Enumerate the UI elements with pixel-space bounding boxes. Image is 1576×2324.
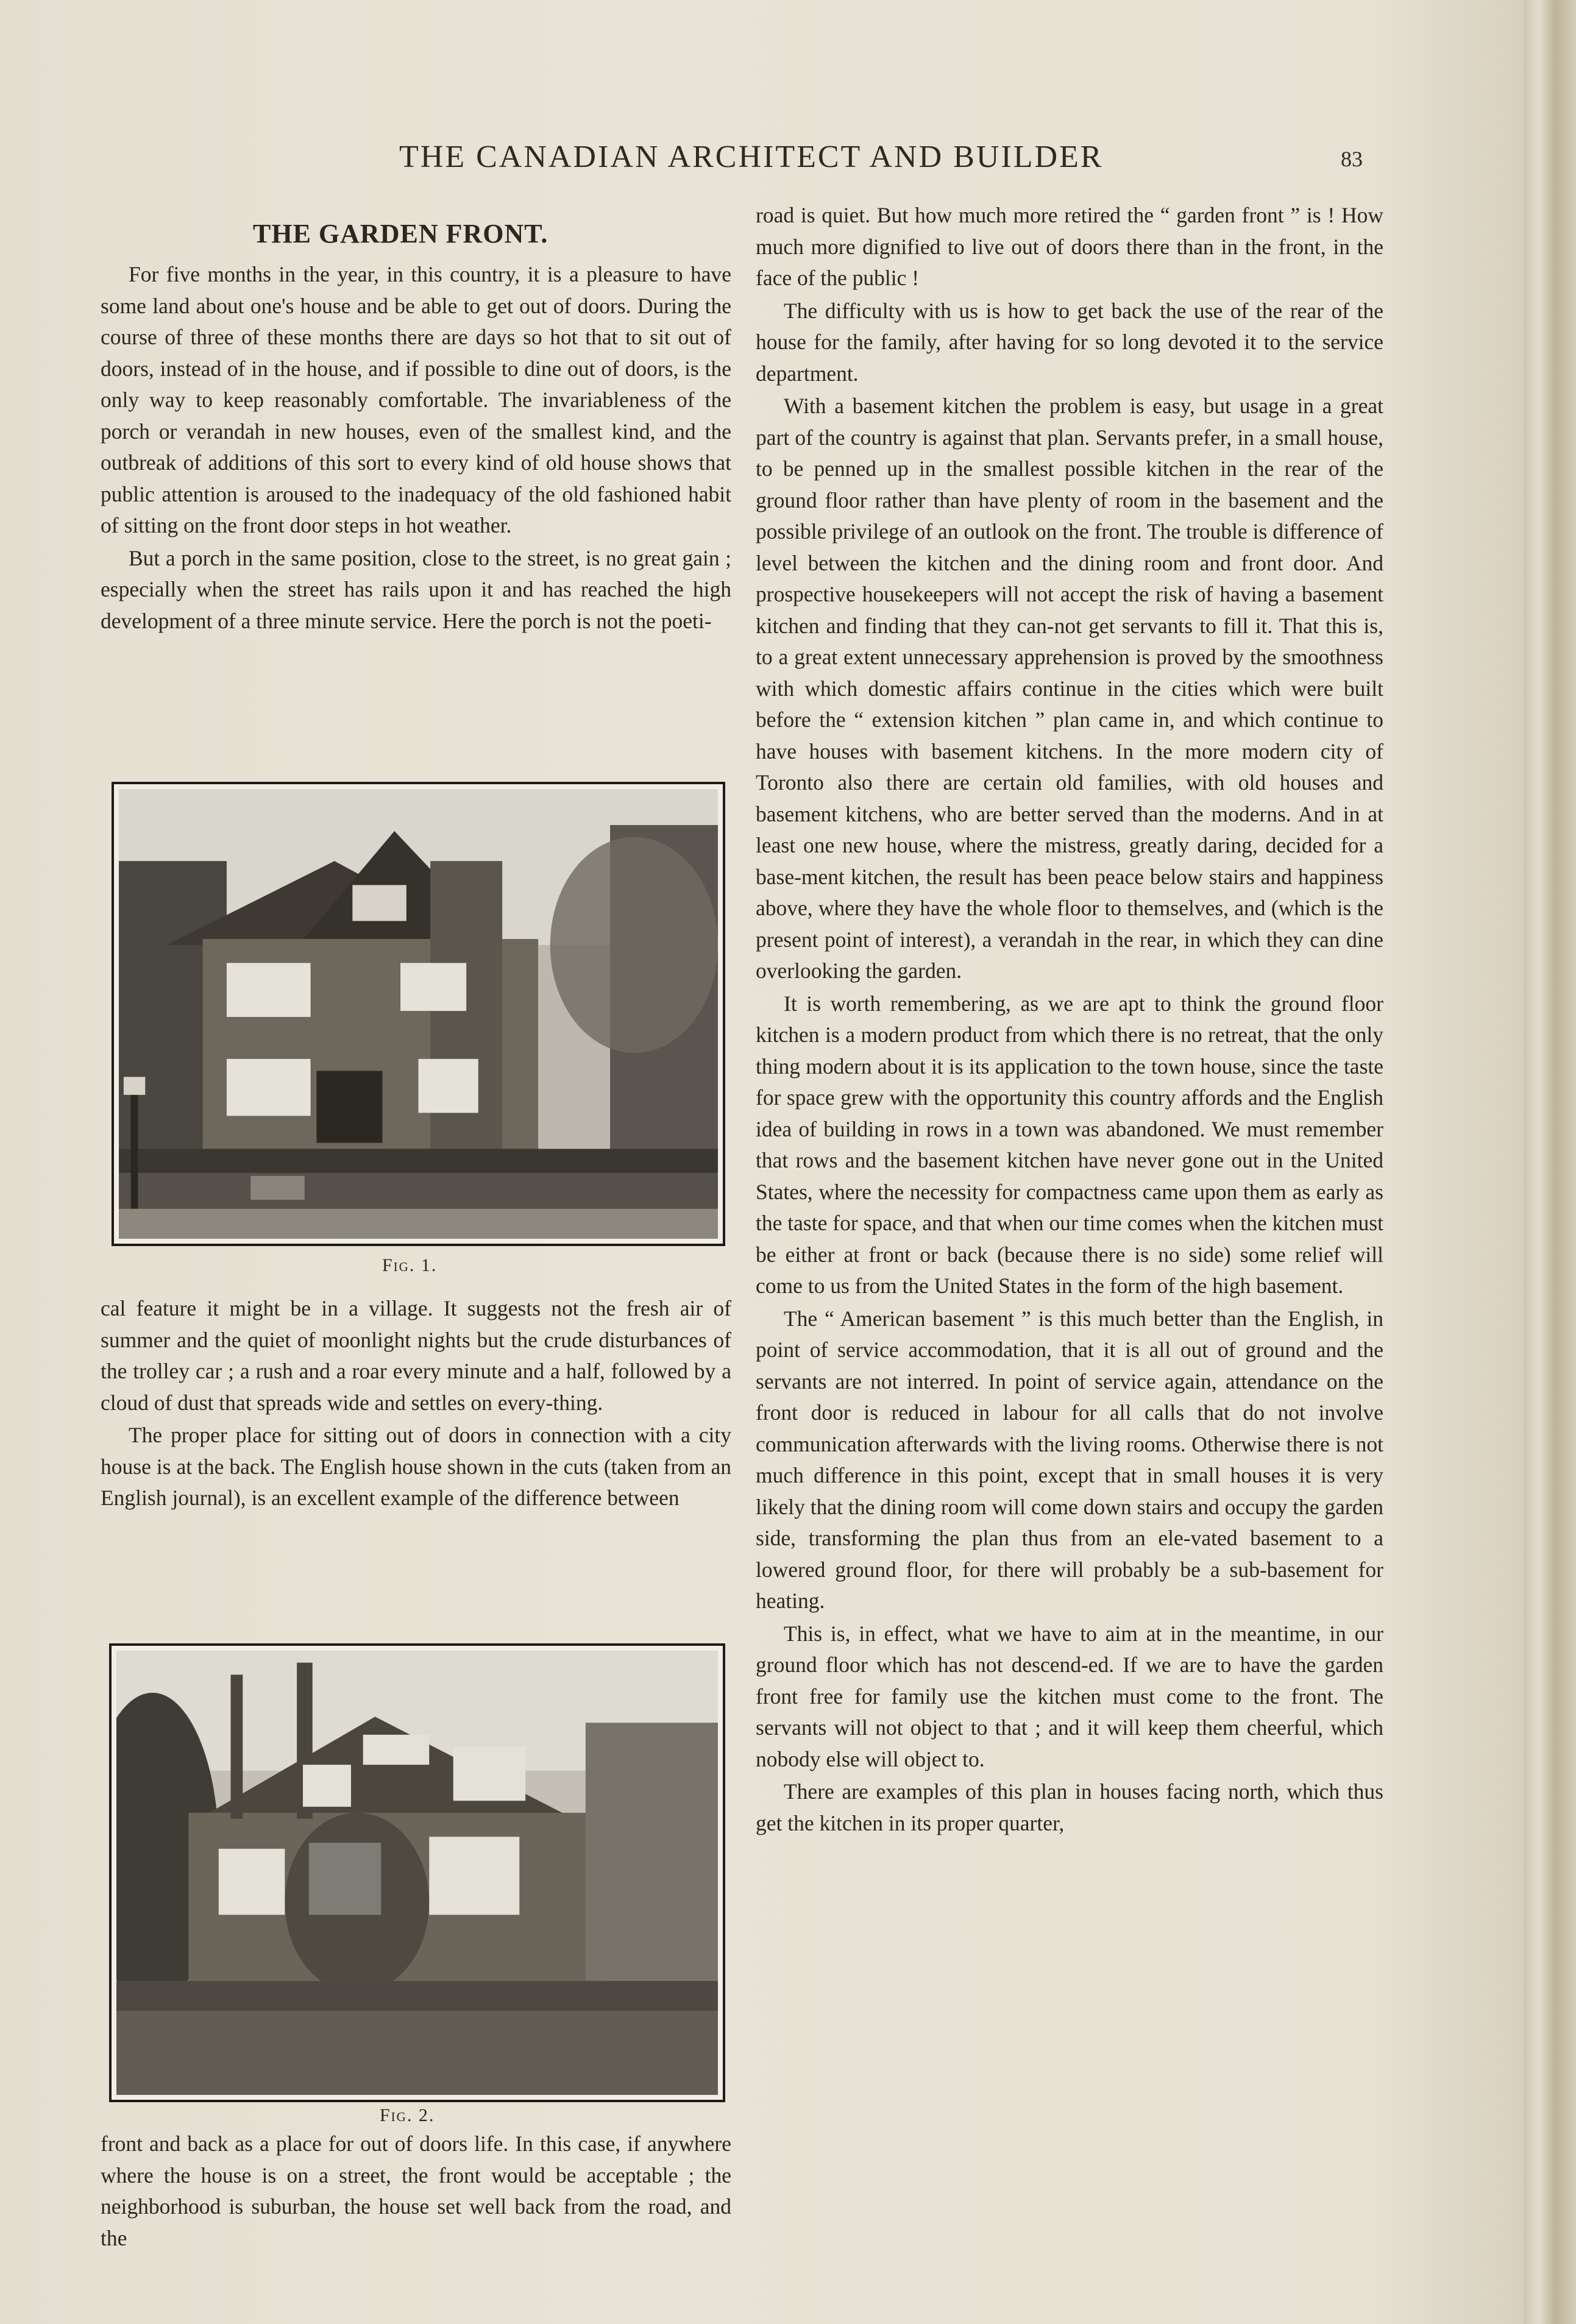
house-garden-photo	[116, 1651, 718, 2095]
paragraph: There are examples of this plan in houses facing north, which thus get the kitchen in its proper quarter,	[756, 1779, 1383, 1835]
left-column-middle	[101, 1293, 731, 1514]
article-title: THE GARDEN FRONT.	[253, 219, 548, 249]
running-title: THE CANADIAN ARCHITECT AND BUILDER	[399, 140, 1104, 174]
paragraph: cal feature it might be in a village. It suggests not the fresh air of summer and the quiet of moonlight nights but the crude disturbances of the trolley car ; a rush and a roar every minute and a half, followed by a cloud of dust that spreads wide and settles on every-thing.	[101, 1296, 731, 1415]
left-column-bottom	[101, 2128, 731, 2254]
figure-2-caption: Fig. 2.	[380, 2105, 435, 2125]
right-column	[756, 200, 1383, 1839]
page-number: 83	[1341, 147, 1363, 171]
paragraph: It is worth remembering, as we are apt to think the ground floor kitchen is a modern product from which there is no retreat, that the only thing modern about it is its application to the town house, since the taste for space grew with the opportunity this country affords and the English idea of building in rows in a town was abandoned. We must remember that rows and the basement kitchen have never gone out in the United States, where the necessity for compactness came upon them as early as the taste for space, and that when our time comes when the kitchen must be either at front or back (because there is no side) some relief will come to us from the United States in the form of the high basement.	[756, 991, 1383, 1298]
house-front-photo	[119, 789, 718, 1239]
paragraph: The difficulty with us is how to get back the use of the rear of the house for the family, after having for so long devoted it to the service department.	[756, 298, 1383, 386]
paragraph: This is, in effect, what we have to aim at in the meantime, in our ground floor which has not descend-ed. If we are to have the garden front free for family use the kitchen must come to the front. The servants will not object to that ; and it will keep them cheerful, which nobody else will object to.	[756, 1621, 1383, 1771]
paragraph: The “ American basement ” is this much better than the English, in point of service accommodation, that it is all out of ground and the servants are not interred. In point of service again, attendance on the front door is reduced in labour for all calls that do not involve communication afterwards with the living rooms. Otherwise there is not much difference in this point, except that in small houses it is very likely that the dining room will come down stairs and occupy the garden side, transforming the plan thus from an ele-vated basement to a lowered ground floor, for there will probably be a sub-basement for heating.	[756, 1306, 1383, 1613]
paragraph: With a basement kitchen the problem is easy, but usage in a great part of the country is against that plan. Servants prefer, in a small house, to be penned up in the smallest possible kitchen in the rear of the ground floor rather than have plenty of room in the basement and the possible privilege of an outlook on the front. The trouble is difference of level between the kitchen and the dining room and front door. And prospective housekeepers will not accept the risk of having a basement kitchen and finding that they can-not get servants to fill it. That this is, to a great extent unnecessary apprehension is proved by the smoothness with which domestic affairs continue in the cities which were built before the “ extension kitchen ” plan came in, and which continue to have houses with basement kitchens. In the more modern city of Toronto also there are certain old families, with old houses and basement kitchens, who are better served than the moderns. And in at least one new house, where the mistress, greatly daring, decided for a base-ment kitchen, the result has been peace below stairs and happiness above, where they have the whole floor to themselves, and (which is the present point of interest), a verandah in the rear, in which they can dine overlooking the garden.	[756, 394, 1383, 983]
paragraph: road is quiet. But how much more retired the “ garden front ” is ! How much more dignified to live out of doors there than in the front, in the face of the public !	[756, 203, 1383, 290]
figure-1-photo	[112, 782, 725, 1246]
figure-1-caption: Fig. 1.	[382, 1255, 438, 1275]
figure-2-photo	[109, 1643, 725, 2102]
paragraph: But a porch in the same position, close to the street, is no great gain ; especially when the street has rails upon it and has reached the high development of a three minute service. Here the porch is not the poeti-	[101, 545, 731, 633]
left-column-top	[101, 259, 731, 637]
paragraph: The proper place for sitting out of doors in connection with a city house is at the back. The English house shown in the cuts (taken from an English journal), is an excellent example of the difference between	[101, 1423, 731, 1510]
page-edge	[1524, 0, 1576, 2324]
paragraph: For five months in the year, in this country, it is a pleasure to have some land about one's house and be able to get out of doors. During the course of three of these months there are days so hot that to sit out of doors, instead of in the house, and if possible to dine out of doors, is the only way to keep reasonably comfortable. The invariableness of the porch or verandah in new houses, even of the smallest kind, and the outbreak of additions of this sort to every kind of old house shows that public attention is aroused to the inadequacy of the old fashioned habit of sitting on the front door steps in hot weather.	[101, 262, 731, 537]
paragraph: front and back as a place for out of doors life. In this case, if anywhere where the house is on a street, the front would be acceptable ; the neighborhood is suburban, the house set well back from the road, and the	[101, 2131, 731, 2250]
